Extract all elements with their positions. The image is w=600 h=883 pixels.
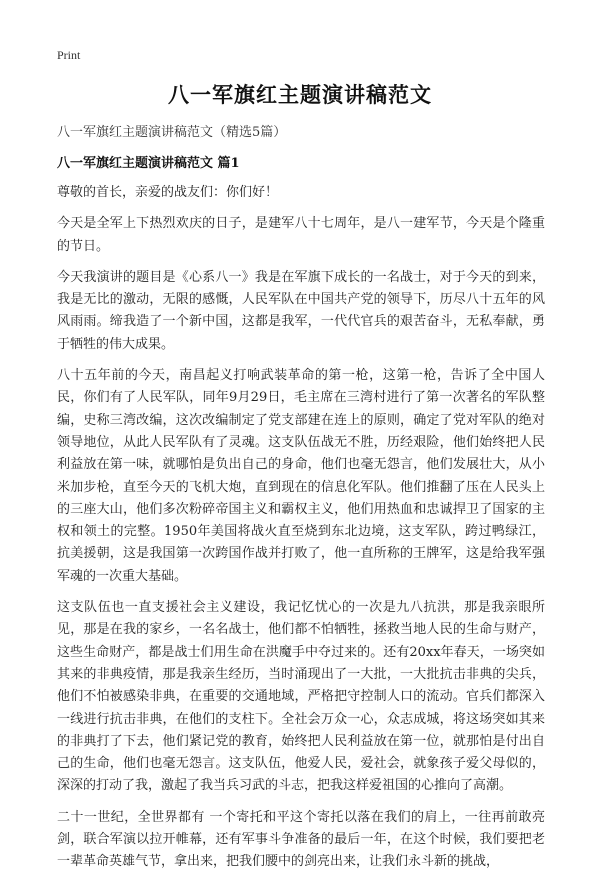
speech-content (57, 182, 545, 883)
document-subtitle: 八一军旗红主题演讲稿范文（精选5篇） (57, 125, 287, 140)
paragraph-history: 八十五年前的今天，南昌起义打响武装革命的第一枪，这第一枪，告诉了全中国人民，你们有了人民军队，同年9月29日，毛主席在三湾村进行了第一次著名的军队整编，史称三湾改编，这次改编制定了党支部建在连上的原则，确定了党对军队的绝对领导地位，从此人民军队有了灵魂。这支队伍战无不胜，历经艰险，他们始终把人民利益放在第一味，就哪怕是负出自己的身命，他们也毫无怨言，他们发展壮大，从小米加步枪，直至今天的飞机大炮，直到现在的信息化军队。他们推翻了压在人民头上的三座大山，他们多次粉碎帝国主义和霸权主义，他们用热血和忠诚捍卫了国家的主权和领土的完整。1950年美国将战火直至烧到东北边境，这支军队，跨过鸭绿江，抗美援朝，这是我国第一次跨国作战并打败了，他一直所称的王牌军，这是给我军强军魂的一次重大基础。 (57, 368, 545, 584)
paragraph-intro: 今天是全军上下热烈欢庆的日子，是建军八十七周年，是八一建军节，今天是个隆重的节日。 (57, 216, 545, 254)
document-title: 八一军旗红主题演讲稿范文 (168, 82, 432, 107)
section-heading: 八一军旗红主题演讲稿范文 篇1 (57, 156, 240, 171)
paragraph-century: 二十一世纪，全世界都有 一个寄托和平这个寄托以落在我们的肩上，一往再前敢亮剑，联合军演以拉开帷幕，还有军事斗争准备的最后一年，在这个时候，我们要把老一辈革命英雄气节，拿出来，把我们腰中的剑亮出来，让我们永斗新的挑战， (57, 809, 545, 870)
paragraph-greeting: 尊敬的首长，亲爱的战友们：你们好！ (57, 185, 279, 200)
print-label: Print (57, 48, 81, 62)
paragraph-topic: 今天我演讲的题目是《心系八一》我是在军旗下成长的一名战士，对于今天的到来，我是无比的激动，无限的感慨，人民军队在中国共产党的领导下，历尽八十五年的风风雨雨。缔我造了一个新中国，这都是我军，一代代官兵的艰苦奋斗，无私奉献，勇于牺牲的伟大成果。 (57, 269, 545, 352)
paragraph-construction: 这支队伍也一直支援社会主义建设，我记忆忧心的一次是九八抗洪，那是我亲眼所见，那是在我的家乡，一名名战士，他们都不怕牺牲，拯救当地人民的生命与财产，这些生命财产，都是战士们用生命在洪魔手中夺过来的。还有20xx年春天，一场突如其来的非典疫情，那是我亲生经历，当时涌现出了一大批，一大批抗击非典的尖兵，他们不怕被感染非典，在重要的交通地域，严格把守控制人口的流动。官兵们都深入一线进行抗击非典，在他们的支柱下。全社会万众一心，众志成城，将这场突如其来的非典打了下去，他们紧记党的教育，始终把人民利益放在第一位，就那怕是付出自己的生命，他们也毫无怨言。这支队伍，他爱人民，爱社会，就象孩子爱父母似的，深深的打动了我，激起了我当兵习武的斗志，把我这样爱祖国的心推向了高潮。 (57, 600, 545, 794)
